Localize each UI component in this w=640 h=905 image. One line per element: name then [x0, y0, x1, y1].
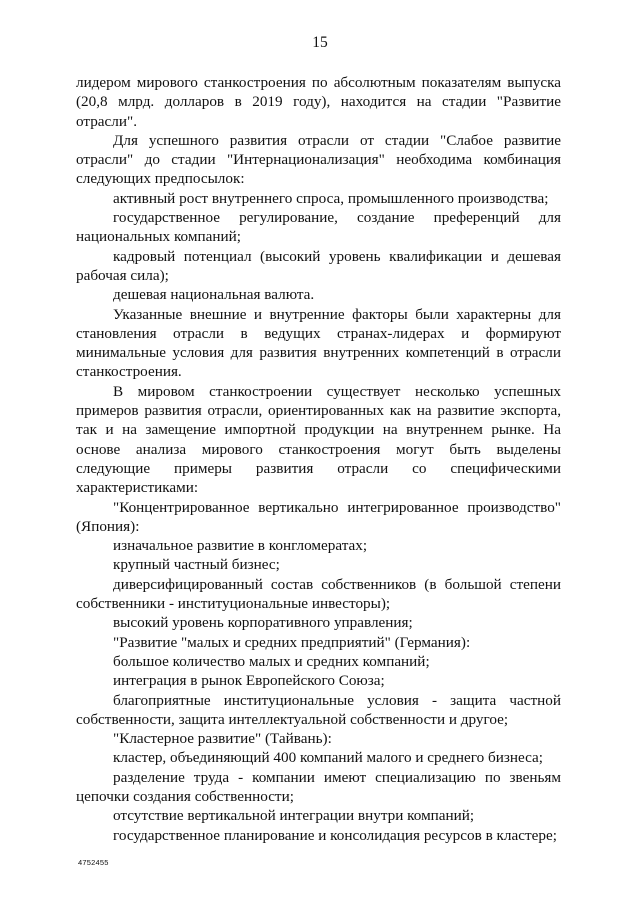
body-text	[76, 73, 561, 845]
page-number: 15	[312, 34, 328, 51]
list-item: кадровый потенциал (высокий уровень квалификации и дешевая рабочая сила);	[76, 247, 561, 284]
list-item: активный рост внутреннего спроса, промышленного производства;	[113, 189, 549, 207]
list-item: дешевая национальная валюта.	[113, 286, 315, 304]
list-item: изначальное развитие в конгломератах;	[113, 537, 368, 555]
document-id: 4752455	[78, 858, 109, 867]
paragraph: Указанные внешние и внутренние факторы были характерны для становления отрасли в ведущих странах-лидерах и формируют минимальные условия для развития внутренних компетенций в отрасли станкостроения.	[76, 305, 561, 381]
list-item: высокий уровень корпоративного управления;	[113, 614, 413, 632]
paragraph: Для успешного развития отрасли от стадии "Слабое развитие отрасли" до стадии "Интернационализация" необходима комбинация следующих предпосылок:	[76, 131, 561, 188]
list-item: разделение труда - компании имеют специализацию по звеньям цепочки создания собственности;	[76, 768, 561, 805]
list-item: благоприятные институциональные условия - защита частной собственности, защита интеллектуальной собственности и другое;	[76, 691, 561, 728]
list-item: отсутствие вертикальной интеграции внутри компаний;	[113, 807, 475, 825]
list-item: интеграция в рынок Европейского Союза;	[113, 672, 385, 690]
list-item: крупный частный бизнес;	[113, 556, 280, 574]
list-item: диверсифицированный состав собственников (в большой степени собственники - институциональные инвесторы);	[76, 575, 561, 613]
list-item: государственное регулирование, создание преференций для национальных компаний;	[76, 209, 561, 246]
list-heading: "Кластерное развитие" (Тайвань):	[113, 730, 332, 748]
list-item: государственное планирование и консолидация ресурсов в кластере;	[113, 826, 557, 844]
paragraph: В мировом станкостроении существует несколько успешных примеров развития отрасли, ориентированных как на развитие экспорта, так и на замещение импортной продукции на внутреннем рынке. На основе анализа мирового станкостроения могут быть выделены следующие примеры развития отрасли со специфическими характеристиками:	[76, 382, 561, 497]
list-item: кластер, объединяющий 400 компаний малого и среднего бизнеса;	[113, 749, 543, 767]
paragraph: лидером мирового станкостроения по абсолютным показателям выпуска (20,8 млрд. долларов в 2019 году), находится на стадии "Развитие отрасли".	[76, 74, 561, 130]
list-heading: "Развитие "малых и средних предприятий" (Германия):	[113, 633, 471, 651]
list-heading: "Концентрированное вертикально интегрированное производство" (Япония):	[76, 498, 561, 535]
list-item: большое количество малых и средних компаний;	[113, 652, 430, 670]
